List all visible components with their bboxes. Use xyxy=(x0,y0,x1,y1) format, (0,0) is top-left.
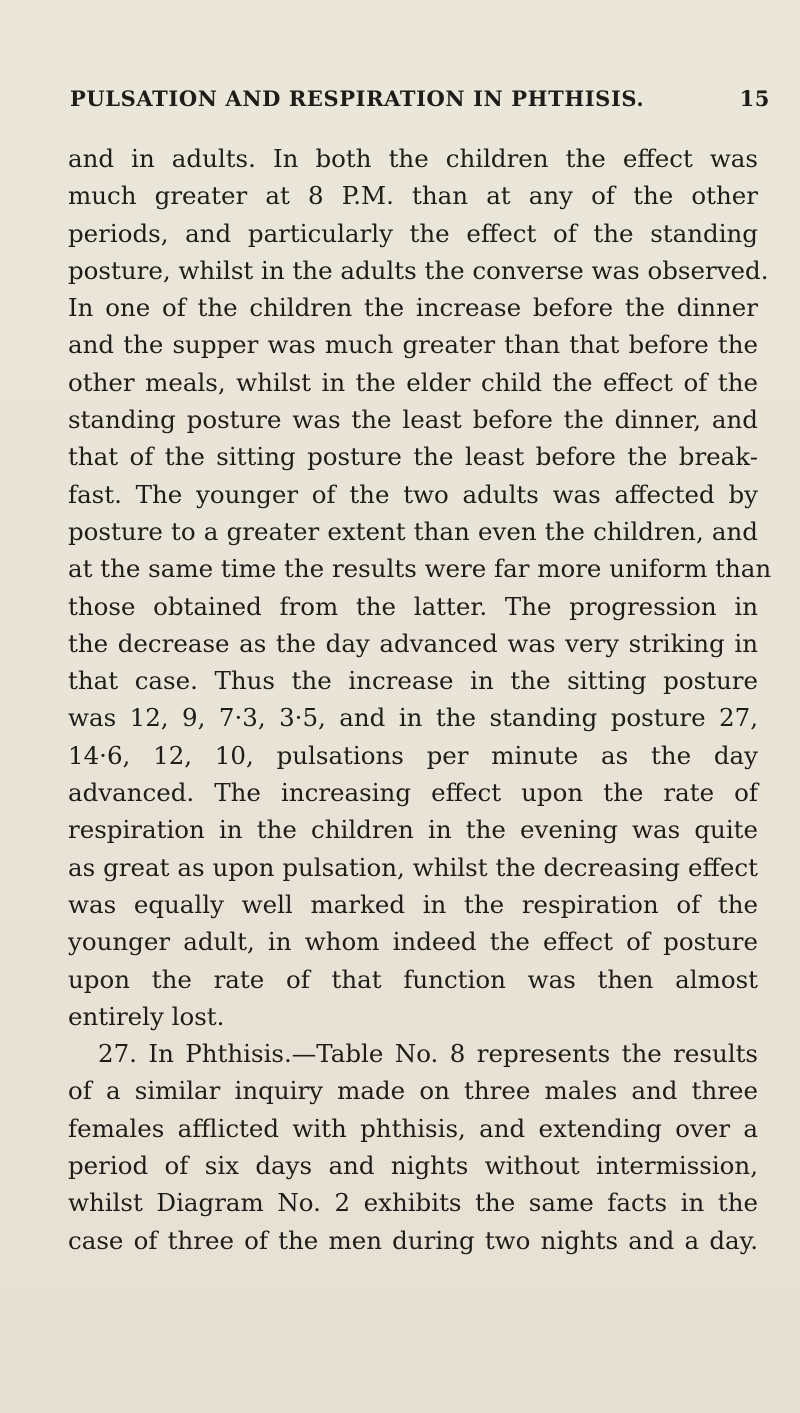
text-line: that case. Thus the increase in the sitting posture xyxy=(68,666,758,696)
text-line: respiration in the children in the evening was quite xyxy=(68,815,758,845)
text-line: those obtained from the latter. The progression in xyxy=(68,591,758,621)
text-line: posture, whilst in the adults the converse was observed. xyxy=(68,255,769,285)
text-line: advanced. The increasing effect upon the rate of xyxy=(68,778,758,808)
text-line: and the supper was much greater than that before the xyxy=(68,330,758,360)
text-line: at the same time the results were far more uniform than xyxy=(68,554,772,584)
text-line: standing posture was the least before the dinner, and xyxy=(68,405,758,435)
text-line: other meals, whilst in the elder child the effect of the xyxy=(68,367,758,397)
text-line: posture to a greater extent than even the children, and xyxy=(68,516,758,546)
text-line: entirely lost. xyxy=(68,1001,225,1031)
text-line: younger adult, in whom indeed the effect of posture xyxy=(68,927,758,957)
text-line: whilst Diagram No. 2 exhibits the same facts in the xyxy=(68,1188,758,1218)
page-number: 15 xyxy=(739,86,770,111)
text-line: the decrease as the day advanced was very striking in xyxy=(68,628,758,658)
text-line: In one of the children the increase before the dinner xyxy=(68,293,758,323)
text-line: fast. The younger of the two adults was affected by xyxy=(68,479,758,509)
text-line: periods, and particularly the effect of the standing xyxy=(68,218,758,248)
running-title: PULSATION AND RESPIRATION IN PHTHISIS. xyxy=(70,86,645,111)
text-line: much greater at 8 P.M. than at any of the other xyxy=(68,181,758,211)
running-head xyxy=(60,86,780,116)
body-text xyxy=(68,140,772,1259)
text-line: that of the sitting posture the least before the break- xyxy=(68,442,758,472)
text-line: of a similar inquiry made on three males and three xyxy=(68,1076,758,1106)
text-line: was equally well marked in the respiration of the xyxy=(68,889,758,919)
text-line: upon the rate of that function was then almost xyxy=(68,964,758,994)
text-line: females afflicted with phthisis, and extending over a xyxy=(68,1113,758,1143)
text-line: as great as upon pulsation, whilst the decreasing effect xyxy=(68,852,758,882)
text-line: and in adults. In both the children the effect was xyxy=(68,144,758,173)
text-line: was 12, 9, 7·3, 3·5, and in the standing posture 27, xyxy=(68,703,758,733)
text-line: 14·6, 12, 10, pulsations per minute as the day xyxy=(68,740,758,770)
section-heading-line: 27. In Phthisis.—Table No. 8 represents the results xyxy=(98,1039,758,1069)
text-line: period of six days and nights without intermission, xyxy=(68,1151,758,1181)
text-line: case of three of the men during two nights and a day. xyxy=(68,1225,758,1255)
